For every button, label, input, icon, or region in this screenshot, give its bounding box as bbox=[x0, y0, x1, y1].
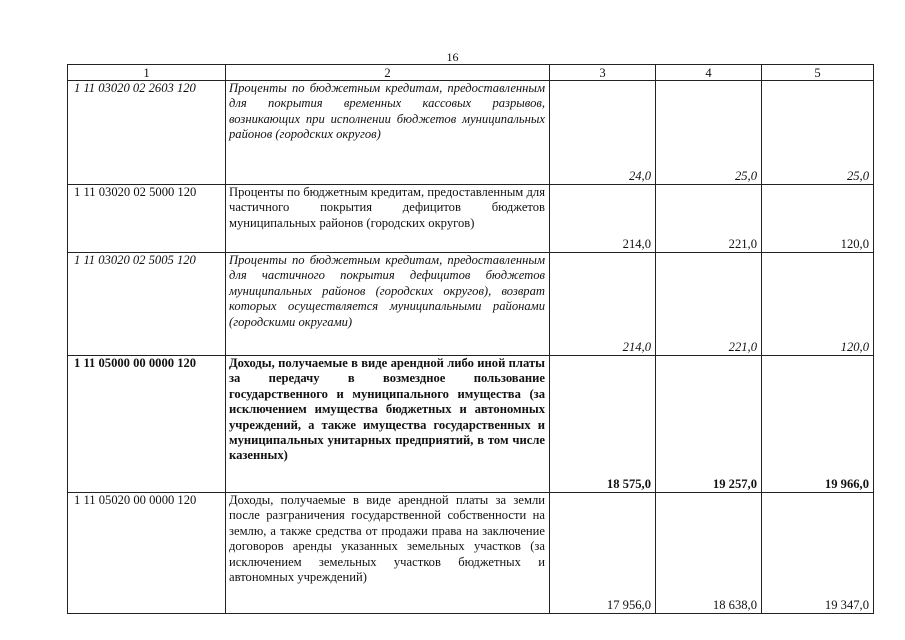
value-col-4: 19 257,0 bbox=[656, 356, 762, 493]
value-col-3: 18 575,0 bbox=[550, 356, 656, 493]
budget-code: 1 11 03020 02 2603 120 bbox=[68, 81, 226, 185]
header-col-3: 3 bbox=[550, 65, 656, 81]
value-col-4: 18 638,0 bbox=[656, 493, 762, 614]
value-col-5: 120,0 bbox=[762, 253, 874, 356]
budget-description: Проценты по бюджетным кредитам, предоставленным для покрытия временных кассовых разрывов, возникающих при исполнении бюджетов муниципальных районов (городских округов) bbox=[226, 81, 550, 185]
header-col-5: 5 bbox=[762, 65, 874, 81]
budget-description: Доходы, получаемые в виде арендной платы за земли после разграничения государственной собственности на землю, а также средства от продажи права на заключение договоров аренды указанных земельных участков (за исключением земельных участков бюджетных и автономных учреждений) bbox=[226, 493, 550, 614]
table-row bbox=[68, 356, 874, 493]
value-col-5: 25,0 bbox=[762, 81, 874, 185]
value-col-3: 24,0 bbox=[550, 81, 656, 185]
budget-description: Доходы, получаемые в виде арендной либо иной платы за передачу в возмездное пользование государственного и муниципального имущества (за исключением имущества бюджетных и автономных учреждений, а также имущества государственных и муниципальных унитарных предприятий, в том числе казенных) bbox=[226, 356, 550, 493]
header-col-4: 4 bbox=[656, 65, 762, 81]
value-col-5: 19 966,0 bbox=[762, 356, 874, 493]
table-row bbox=[68, 493, 874, 614]
value-col-3: 214,0 bbox=[550, 185, 656, 253]
table-row bbox=[68, 253, 874, 356]
table-row bbox=[68, 185, 874, 253]
budget-code: 1 11 03020 02 5000 120 bbox=[68, 185, 226, 253]
budget-description: Проценты по бюджетным кредитам, предоставленным для частичного покрытия дефицитов бюджетов муниципальных районов (городских округов) bbox=[226, 185, 550, 253]
header-col-2: 2 bbox=[226, 65, 550, 81]
value-col-3: 17 956,0 bbox=[550, 493, 656, 614]
table-header-row bbox=[68, 65, 874, 81]
value-col-4: 25,0 bbox=[656, 81, 762, 185]
budget-code: 1 11 05020 00 0000 120 bbox=[68, 493, 226, 614]
page-number: 16 bbox=[446, 50, 459, 64]
value-col-3: 214,0 bbox=[550, 253, 656, 356]
budget-code: 1 11 03020 02 5005 120 bbox=[68, 253, 226, 356]
budget-table bbox=[67, 64, 874, 614]
value-col-4: 221,0 bbox=[656, 253, 762, 356]
budget-description: Проценты по бюджетным кредитам, предоставленным для частичного покрытия дефицитов бюджетов муниципальных районов (городских округов), возврат которых осуществляется муниципальными районами (городскими округами) bbox=[226, 253, 550, 356]
value-col-4: 221,0 bbox=[656, 185, 762, 253]
header-col-1: 1 bbox=[68, 65, 226, 81]
budget-code: 1 11 05000 00 0000 120 bbox=[68, 356, 226, 493]
table-row bbox=[68, 81, 874, 185]
value-col-5: 120,0 bbox=[762, 185, 874, 253]
value-col-5: 19 347,0 bbox=[762, 493, 874, 614]
